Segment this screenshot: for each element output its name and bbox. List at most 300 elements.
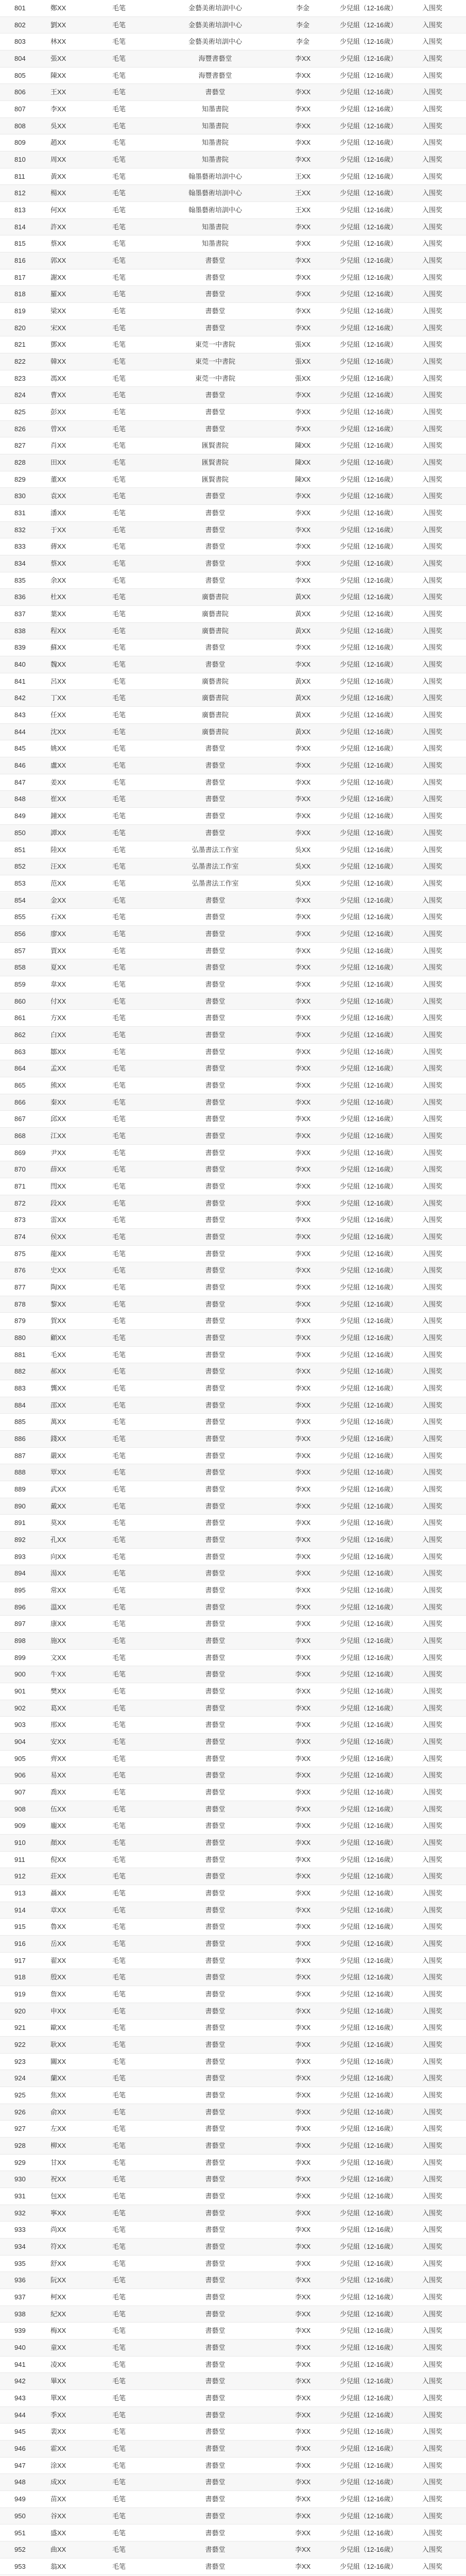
- award-result-cell: 入围奖: [422, 1384, 443, 1392]
- category-cell: 毛笔: [112, 980, 126, 988]
- award-result-cell: 入围奖: [422, 2041, 443, 2049]
- award-result-cell: 入围奖: [422, 1620, 443, 1628]
- teacher-cell: 李XX: [295, 560, 311, 568]
- age-group-cell: 少兒組（12-16歲）: [340, 2377, 398, 2385]
- teacher-cell: 張XX: [295, 341, 311, 349]
- table-row: [0, 1397, 466, 1414]
- age-group-cell: 少兒組（12-16歲）: [340, 2108, 398, 2116]
- participant-name-cell: 寧XX: [50, 2209, 66, 2217]
- teacher-cell: 李XX: [295, 105, 311, 113]
- table-row: [0, 1296, 466, 1313]
- institution-cell: 弘墨書法工作室: [192, 862, 239, 871]
- teacher-cell: 李XX: [295, 997, 311, 1005]
- age-group-cell: 少兒組（12-16歲）: [340, 677, 398, 685]
- participant-name-cell: 林XX: [50, 38, 66, 46]
- teacher-cell: 李XX: [295, 1906, 311, 1914]
- institution-cell: 書藝堂: [205, 1569, 226, 1578]
- participant-name-cell: 陶XX: [50, 1283, 66, 1291]
- age-group-cell: 少兒組（12-16歲）: [340, 1468, 398, 1477]
- age-group-cell: 少兒組（12-16歲）: [340, 1771, 398, 1780]
- award-result-cell: 入围奖: [422, 324, 443, 332]
- teacher-cell: 李XX: [295, 1384, 311, 1392]
- award-result-cell: 入围奖: [422, 1990, 443, 1998]
- table-row: [0, 1128, 466, 1145]
- table-row: [0, 858, 466, 875]
- table-row: [0, 1212, 466, 1229]
- row-number-cell: 941: [14, 2360, 26, 2368]
- age-group-cell: 少兒組（12-16歲）: [340, 727, 398, 736]
- row-number-cell: 948: [14, 2478, 26, 2486]
- age-group-cell: 少兒組（12-16歲）: [340, 1434, 398, 1443]
- table-row: [0, 2188, 466, 2205]
- participant-name-cell: 杜XX: [50, 593, 66, 601]
- table-row: [0, 2020, 466, 2037]
- category-cell: 毛笔: [112, 828, 126, 837]
- row-number-cell: 910: [14, 1839, 26, 1847]
- teacher-cell: 李XX: [295, 1266, 311, 1275]
- teacher-cell: 李XX: [295, 2394, 311, 2402]
- teacher-cell: 李XX: [295, 2074, 311, 2082]
- institution-cell: 書藝堂: [205, 2327, 226, 2335]
- award-result-cell: 入围奖: [422, 1081, 443, 1089]
- teacher-cell: 李XX: [295, 1300, 311, 1308]
- participant-name-cell: 馮XX: [50, 374, 66, 382]
- teacher-cell: 李XX: [295, 2428, 311, 2436]
- row-number-cell: 908: [14, 1805, 26, 1813]
- teacher-cell: 李XX: [295, 1855, 311, 1863]
- table-row: [0, 1751, 466, 1768]
- teacher-cell: 李金: [296, 38, 309, 46]
- table-row: [0, 740, 466, 757]
- age-group-cell: 少兒組（12-16歲）: [340, 341, 398, 349]
- category-cell: 毛笔: [112, 2091, 126, 2099]
- row-number-cell: 838: [14, 626, 26, 635]
- teacher-cell: 李XX: [295, 2125, 311, 2133]
- participant-name-cell: 曾XX: [50, 425, 66, 433]
- category-cell: 毛笔: [112, 2074, 126, 2082]
- participant-name-cell: 蘭XX: [50, 2074, 66, 2082]
- teacher-cell: 李XX: [295, 1182, 311, 1190]
- table-row: [0, 1195, 466, 1212]
- institution-cell: 書藝堂: [205, 2125, 226, 2133]
- award-result-cell: 入围奖: [422, 391, 443, 399]
- category-cell: 毛笔: [112, 1956, 126, 1964]
- age-group-cell: 少兒組（12-16歲）: [340, 21, 398, 29]
- participant-name-cell: 許XX: [50, 223, 66, 231]
- institution-cell: 書藝堂: [205, 1115, 226, 1123]
- institution-cell: 書藝堂: [205, 1603, 226, 1611]
- table-row: [0, 943, 466, 960]
- row-number-cell: 947: [14, 2461, 26, 2469]
- award-result-cell: 入围奖: [422, 1603, 443, 1611]
- age-group-cell: 少兒組（12-16歲）: [340, 2512, 398, 2520]
- participant-name-cell: 曹XX: [50, 391, 66, 399]
- teacher-cell: 王XX: [295, 189, 311, 197]
- age-group-cell: 少兒組（12-16歲）: [340, 626, 398, 635]
- teacher-cell: 李XX: [295, 71, 311, 79]
- row-number-cell: 806: [14, 88, 26, 96]
- award-result-cell: 入围奖: [422, 1721, 443, 1729]
- age-group-cell: 少兒組（12-16歲）: [340, 1401, 398, 1409]
- category-cell: 毛笔: [112, 1165, 126, 1174]
- table-row: [0, 421, 466, 438]
- row-number-cell: 891: [14, 1519, 26, 1527]
- category-cell: 毛笔: [112, 543, 126, 551]
- age-group-cell: 少兒組（12-16歲）: [340, 1165, 398, 1174]
- institution-cell: 書藝堂: [205, 88, 226, 96]
- table-row: [0, 926, 466, 943]
- age-group-cell: 少兒組（12-16歲）: [340, 38, 398, 46]
- age-group-cell: 少兒組（12-16歲）: [340, 1940, 398, 1948]
- teacher-cell: 李XX: [295, 1636, 311, 1645]
- award-result-cell: 入围奖: [422, 1401, 443, 1409]
- participant-name-cell: 吳XX: [50, 122, 66, 130]
- participant-name-cell: 楊XX: [50, 189, 66, 197]
- award-result-cell: 入围奖: [422, 610, 443, 618]
- award-result-cell: 入围奖: [422, 1636, 443, 1645]
- table-row: [0, 1448, 466, 1465]
- participant-name-cell: 石XX: [50, 913, 66, 921]
- participant-name-cell: 邵XX: [50, 1401, 66, 1409]
- age-group-cell: 少兒組（12-16歲）: [340, 2243, 398, 2251]
- category-cell: 毛笔: [112, 1889, 126, 1897]
- table-row: [0, 639, 466, 656]
- award-result-cell: 入围奖: [422, 2057, 443, 2065]
- category-cell: 毛笔: [112, 1754, 126, 1762]
- table-row: [0, 1178, 466, 1195]
- category-cell: 毛笔: [112, 1418, 126, 1426]
- award-result-cell: 入围奖: [422, 2091, 443, 2099]
- award-result-cell: 入围奖: [422, 492, 443, 500]
- category-cell: 毛笔: [112, 189, 126, 197]
- participant-name-cell: 苗XX: [50, 2495, 66, 2503]
- teacher-cell: 李XX: [295, 1805, 311, 1813]
- category-cell: 毛笔: [112, 408, 126, 416]
- table-row: [0, 2424, 466, 2441]
- teacher-cell: 李XX: [295, 2293, 311, 2301]
- age-group-cell: 少兒組（12-16歲）: [340, 2074, 398, 2082]
- award-result-cell: 入围奖: [422, 1923, 443, 1931]
- participant-name-cell: 舒XX: [50, 2259, 66, 2267]
- row-number-cell: 894: [14, 1569, 26, 1578]
- participant-name-cell: 陸XX: [50, 845, 66, 854]
- age-group-cell: 少兒組（12-16歲）: [340, 1081, 398, 1089]
- institution-cell: 書藝堂: [205, 2057, 226, 2065]
- table-row: [0, 50, 466, 67]
- category-cell: 毛笔: [112, 913, 126, 921]
- institution-cell: 書藝堂: [205, 2243, 226, 2251]
- institution-cell: 書藝堂: [205, 2495, 226, 2503]
- award-result-cell: 入围奖: [422, 2360, 443, 2368]
- award-result-cell: 入围奖: [422, 526, 443, 534]
- category-cell: 毛笔: [112, 711, 126, 719]
- institution-cell: 書藝堂: [205, 2310, 226, 2318]
- teacher-cell: 李XX: [295, 2478, 311, 2486]
- table-row: [0, 1683, 466, 1700]
- age-group-cell: 少兒組（12-16歲）: [340, 694, 398, 702]
- teacher-cell: 李XX: [295, 2360, 311, 2368]
- table-row: [0, 808, 466, 825]
- teacher-cell: 李XX: [295, 946, 311, 955]
- institution-cell: 弘墨書法工作室: [192, 845, 239, 854]
- table-row: [0, 2104, 466, 2121]
- institution-cell: 書藝堂: [205, 1317, 226, 1325]
- institution-cell: 書藝堂: [205, 2411, 226, 2419]
- table-row: [0, 538, 466, 555]
- row-number-cell: 873: [14, 1216, 26, 1224]
- category-cell: 毛笔: [112, 1906, 126, 1914]
- teacher-cell: 李XX: [295, 1653, 311, 1662]
- teacher-cell: 李XX: [295, 980, 311, 988]
- age-group-cell: 少兒組（12-16歲）: [340, 526, 398, 534]
- participant-name-cell: 任XX: [50, 711, 66, 719]
- table-row: [0, 1330, 466, 1347]
- participant-name-cell: 范XX: [50, 879, 66, 887]
- teacher-cell: 李XX: [295, 156, 311, 164]
- category-cell: 毛笔: [112, 744, 126, 753]
- category-cell: 毛笔: [112, 560, 126, 568]
- category-cell: 毛笔: [112, 2243, 126, 2251]
- row-number-cell: 887: [14, 1451, 26, 1460]
- participant-name-cell: 戴XX: [50, 1502, 66, 1510]
- participant-name-cell: 魯XX: [50, 1923, 66, 1931]
- category-cell: 毛笔: [112, 55, 126, 62]
- table-row: [0, 1666, 466, 1683]
- age-group-cell: 少兒組（12-16歲）: [340, 1738, 398, 1745]
- teacher-cell: 李XX: [295, 761, 311, 770]
- teacher-cell: 李XX: [295, 1468, 311, 1477]
- age-group-cell: 少兒組（12-16歲）: [340, 946, 398, 955]
- institution-cell: 書藝堂: [205, 1721, 226, 1729]
- institution-cell: 廣藝書院: [201, 610, 229, 618]
- category-cell: 毛笔: [112, 273, 126, 281]
- age-group-cell: 少兒組（12-16歲）: [340, 2360, 398, 2368]
- teacher-cell: 李XX: [295, 1586, 311, 1594]
- age-group-cell: 少兒組（12-16歲）: [340, 660, 398, 669]
- age-group-cell: 少兒組（12-16歲）: [340, 2529, 398, 2537]
- table-row: [0, 2256, 466, 2273]
- table-row: [0, 1044, 466, 1061]
- row-number-cell: 813: [14, 206, 26, 214]
- participant-name-cell: 李XX: [50, 105, 66, 113]
- category-cell: 毛笔: [112, 997, 126, 1005]
- category-cell: 毛笔: [112, 257, 126, 265]
- age-group-cell: 少兒組（12-16歲）: [340, 2125, 398, 2133]
- award-result-cell: 入围奖: [422, 1418, 443, 1426]
- row-number-cell: 896: [14, 1603, 26, 1611]
- institution-cell: 廣藝書院: [201, 593, 229, 601]
- teacher-cell: 李XX: [295, 240, 311, 248]
- table-row: [0, 1549, 466, 1566]
- institution-cell: 海豐書藝堂: [198, 71, 232, 79]
- teacher-cell: 黃XX: [295, 677, 311, 685]
- participant-name-cell: 柯XX: [50, 2293, 66, 2301]
- age-group-cell: 少兒組（12-16歲）: [340, 1384, 398, 1392]
- category-cell: 毛笔: [112, 2310, 126, 2318]
- institution-cell: 金藝美術培訓中心: [188, 21, 242, 29]
- participant-name-cell: 夏XX: [50, 963, 66, 972]
- category-cell: 毛笔: [112, 2344, 126, 2352]
- age-group-cell: 少兒組（12-16歲）: [340, 442, 398, 450]
- category-cell: 毛笔: [112, 1973, 126, 1981]
- table-row: [0, 2491, 466, 2508]
- category-cell: 毛笔: [112, 1535, 126, 1544]
- age-group-cell: 少兒組（12-16歲）: [340, 643, 398, 652]
- age-group-cell: 少兒組（12-16歲）: [340, 812, 398, 820]
- institution-cell: 翰墨藝術培訓中心: [188, 206, 242, 214]
- teacher-cell: 李XX: [295, 223, 311, 231]
- category-cell: 毛笔: [112, 2226, 126, 2234]
- row-number-cell: 935: [14, 2259, 26, 2267]
- participant-name-cell: 謝XX: [50, 273, 66, 281]
- institution-cell: 書藝堂: [205, 2428, 226, 2436]
- institution-cell: 書藝堂: [205, 963, 226, 972]
- row-number-cell: 874: [14, 1232, 26, 1241]
- teacher-cell: 李XX: [295, 2445, 311, 2453]
- institution-cell: 書藝堂: [205, 2478, 226, 2486]
- participant-name-cell: 谷XX: [50, 2512, 66, 2520]
- participant-name-cell: 江XX: [50, 1131, 66, 1140]
- row-number-cell: 934: [14, 2243, 26, 2251]
- category-cell: 毛笔: [112, 1030, 126, 1039]
- award-result-cell: 入围奖: [422, 341, 443, 349]
- institution-cell: 書藝堂: [205, 1418, 226, 1426]
- category-cell: 毛笔: [112, 38, 126, 46]
- category-cell: 毛笔: [112, 2192, 126, 2200]
- award-result-cell: 入围奖: [422, 1754, 443, 1762]
- institution-cell: 書藝堂: [205, 425, 226, 433]
- participant-name-cell: 姜XX: [50, 778, 66, 786]
- award-result-cell: 入围奖: [422, 2461, 443, 2469]
- row-number-cell: 942: [14, 2377, 26, 2385]
- row-number-cell: 843: [14, 711, 26, 719]
- award-result-cell: 入围奖: [422, 2209, 443, 2217]
- age-group-cell: 少兒組（12-16歲）: [340, 2158, 398, 2166]
- row-number-cell: 858: [14, 963, 26, 972]
- table-row: [0, 1347, 466, 1364]
- age-group-cell: 少兒組（12-16歲）: [340, 88, 398, 96]
- teacher-cell: 李XX: [295, 1064, 311, 1073]
- table-row: [0, 320, 466, 337]
- age-group-cell: 少兒組（12-16歲）: [340, 2445, 398, 2453]
- institution-cell: 知墨書院: [201, 139, 229, 147]
- participant-name-cell: 阮XX: [50, 2276, 66, 2284]
- participant-name-cell: 梅XX: [50, 2327, 66, 2335]
- award-result-cell: 入围奖: [422, 1519, 443, 1527]
- age-group-cell: 少兒組（12-16歲）: [340, 896, 398, 904]
- institution-cell: 書藝堂: [205, 2394, 226, 2402]
- award-result-cell: 入围奖: [422, 2142, 443, 2150]
- table-row: [0, 2171, 466, 2188]
- teacher-cell: 李XX: [295, 290, 311, 298]
- award-result-cell: 入围奖: [422, 71, 443, 79]
- table-row: [0, 1902, 466, 1919]
- row-number-cell: 815: [14, 240, 26, 248]
- institution-cell: 書藝堂: [205, 1586, 226, 1594]
- teacher-cell: 李XX: [295, 122, 311, 130]
- category-cell: 毛笔: [112, 2377, 126, 2385]
- age-group-cell: 少兒組（12-16歲）: [340, 2024, 398, 2032]
- participant-name-cell: 葉XX: [50, 610, 66, 618]
- table-row: [0, 252, 466, 269]
- teacher-cell: 李XX: [295, 1249, 311, 1258]
- award-result-cell: 入围奖: [422, 21, 443, 29]
- award-result-cell: 入围奖: [422, 1940, 443, 1948]
- institution-cell: 東莞一中書院: [195, 374, 235, 382]
- award-result-cell: 入围奖: [422, 862, 443, 871]
- table-row: [0, 67, 466, 84]
- award-result-cell: 入围奖: [422, 1216, 443, 1224]
- award-result-cell: 入围奖: [422, 1822, 443, 1830]
- age-group-cell: 少兒組（12-16歲）: [340, 2562, 398, 2570]
- age-group-cell: 少兒組（12-16歲）: [340, 711, 398, 719]
- award-result-cell: 入围奖: [422, 2394, 443, 2402]
- participant-name-cell: 左XX: [50, 2125, 66, 2133]
- category-cell: 毛笔: [112, 4, 126, 12]
- award-result-cell: 入围奖: [422, 442, 443, 450]
- category-cell: 毛笔: [112, 391, 126, 399]
- award-result-cell: 入围奖: [422, 2293, 443, 2301]
- participant-name-cell: 焦XX: [50, 2091, 66, 2099]
- institution-cell: 書藝堂: [205, 391, 226, 399]
- institution-cell: 書藝堂: [205, 1535, 226, 1544]
- teacher-cell: 黃XX: [295, 727, 311, 736]
- award-result-cell: 入围奖: [422, 408, 443, 416]
- age-group-cell: 少兒組（12-16歲）: [340, 459, 398, 467]
- age-group-cell: 少兒組（12-16歲）: [340, 1199, 398, 1207]
- participant-name-cell: 付XX: [50, 997, 66, 1005]
- institution-cell: 書藝堂: [205, 795, 226, 803]
- table-row: [0, 892, 466, 909]
- participant-name-cell: 于XX: [50, 526, 66, 534]
- institution-cell: 書藝堂: [205, 2259, 226, 2267]
- participant-name-cell: 溫XX: [50, 1603, 66, 1611]
- age-group-cell: 少兒組（12-16歲）: [340, 2041, 398, 2049]
- age-group-cell: 少兒組（12-16歲）: [340, 1300, 398, 1308]
- row-number-cell: 832: [14, 526, 26, 534]
- institution-cell: 書藝堂: [205, 2192, 226, 2200]
- teacher-cell: 李XX: [295, 2562, 311, 2570]
- row-number-cell: 840: [14, 660, 26, 669]
- participant-name-cell: 安XX: [50, 1738, 66, 1745]
- age-group-cell: 少兒組（12-16歲）: [340, 2394, 398, 2402]
- teacher-cell: 李XX: [295, 795, 311, 803]
- age-group-cell: 少兒組（12-16歲）: [340, 1788, 398, 1797]
- teacher-cell: 李XX: [295, 660, 311, 669]
- table-row: [0, 2474, 466, 2491]
- category-cell: 毛笔: [112, 2495, 126, 2503]
- participant-name-cell: 譚XX: [50, 828, 66, 837]
- category-cell: 毛笔: [112, 2445, 126, 2453]
- teacher-cell: 吳XX: [295, 862, 311, 871]
- row-number-cell: 912: [14, 1872, 26, 1880]
- institution-cell: 書藝堂: [205, 2445, 226, 2453]
- category-cell: 毛笔: [112, 1451, 126, 1460]
- teacher-cell: 李XX: [295, 1401, 311, 1409]
- row-number-cell: 820: [14, 324, 26, 332]
- teacher-cell: 李XX: [295, 1451, 311, 1460]
- age-group-cell: 少兒組（12-16歲）: [340, 374, 398, 382]
- teacher-cell: 李XX: [295, 1333, 311, 1342]
- row-number-cell: 812: [14, 189, 26, 197]
- table-row: [0, 2441, 466, 2458]
- teacher-cell: 張XX: [295, 358, 311, 366]
- category-cell: 毛笔: [112, 1586, 126, 1594]
- institution-cell: 書藝堂: [205, 1704, 226, 1712]
- award-result-cell: 入围奖: [422, 2158, 443, 2166]
- institution-cell: 書藝堂: [205, 1468, 226, 1477]
- table-row: [0, 2306, 466, 2323]
